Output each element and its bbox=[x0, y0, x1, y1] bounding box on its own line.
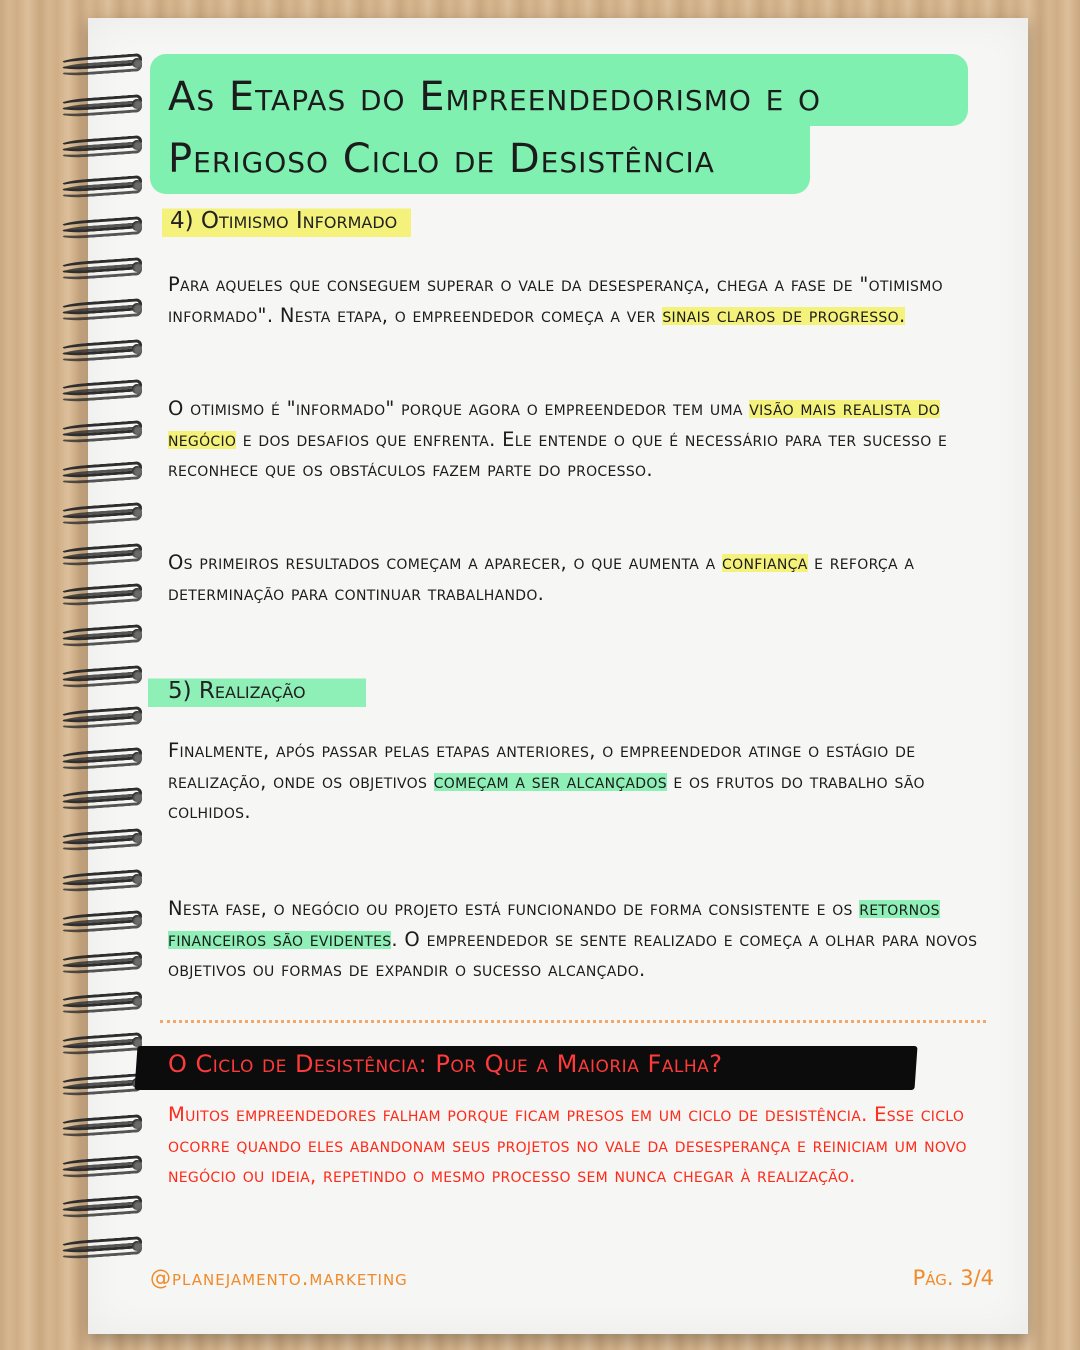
spiral-ring bbox=[52, 831, 144, 845]
highlight: retornos financeiros são evidentes bbox=[168, 897, 940, 951]
spiral-ring bbox=[52, 138, 144, 152]
spiral-ring bbox=[52, 382, 144, 396]
alert-heading: O Ciclo de Desistência: Por Que a Maioria Falha? bbox=[168, 1050, 723, 1078]
spiral-ring bbox=[52, 342, 144, 356]
spiral-ring bbox=[52, 750, 144, 764]
spiral-ring bbox=[52, 994, 144, 1008]
spiral-ring bbox=[52, 219, 144, 233]
spiral-ring bbox=[52, 954, 144, 968]
spiral-ring bbox=[52, 546, 144, 560]
spiral-ring bbox=[52, 1076, 144, 1090]
section-heading-otimismo: 4) Otimismo Informado bbox=[162, 204, 411, 240]
title-banner bbox=[150, 54, 968, 194]
highlight: confiança bbox=[722, 551, 808, 574]
dotted-divider bbox=[160, 1020, 986, 1029]
spiral-ring bbox=[52, 627, 144, 641]
spiral-ring bbox=[52, 668, 144, 682]
spiral-ring bbox=[52, 423, 144, 437]
spiral-ring bbox=[52, 913, 144, 927]
paragraph: Nesta fase, o negócio ou projeto está funcionando de forma consistente e os retornos financeiros são evidentes. O empreendedor se sente realizado e começa a olhar para novos objetivos ou formas de expandir o sucesso alcançado. bbox=[168, 897, 978, 981]
spiral-ring bbox=[52, 505, 144, 519]
page-number: Pág. 3/4 bbox=[912, 1266, 994, 1290]
spiral-ring bbox=[52, 709, 144, 723]
spiral-ring bbox=[52, 56, 144, 70]
spiral-ring bbox=[52, 97, 144, 111]
spiral-binding-icon bbox=[52, 56, 148, 1296]
spiral-ring bbox=[52, 1198, 144, 1212]
spiral-ring bbox=[52, 872, 144, 886]
spiral-ring bbox=[52, 1117, 144, 1131]
footer-handle[interactable]: @planejamento.marketing bbox=[150, 1266, 408, 1290]
spiral-ring bbox=[52, 464, 144, 478]
highlight: sinais claros de progresso. bbox=[662, 303, 906, 327]
section-heading-realizacao: 5) Realização bbox=[148, 674, 366, 710]
paragraph: Para aqueles que conseguem superar o vale da desesperança, chega a fase de "otimismo informado". Nesta etapa, o empreendedor começa a ver sinais claros de progresso. bbox=[168, 273, 943, 327]
spiral-ring bbox=[52, 1239, 144, 1253]
spiral-ring bbox=[52, 790, 144, 804]
highlight: visão mais realista do negócio bbox=[168, 397, 941, 451]
spiral-ring bbox=[52, 260, 144, 274]
paragraph: Os primeiros resultados começam a aparecer, o que aumenta a confiança e reforça a determinação para continuar trabalhando. bbox=[168, 551, 915, 605]
spiral-ring bbox=[52, 178, 144, 192]
spiral-ring bbox=[52, 1035, 144, 1049]
spiral-ring bbox=[52, 1158, 144, 1172]
page-title: As Etapas do Empreendedorismo e o Perigoso Ciclo de Desistência bbox=[168, 74, 822, 182]
paragraph: O otimismo é "informado" porque agora o empreendedor tem uma visão mais realista do negócio e dos desafios que enfrenta. Ele entende o que é necessário para ter sucesso e reconhece que os obstáculos fazem parte do processo. bbox=[168, 397, 948, 481]
spiral-ring bbox=[52, 586, 144, 600]
paragraph: Finalmente, após passar pelas etapas anteriores, o empreendedor atinge o estágio de realização, onde os objetivos começam a ser alcançados e os frutos do trabalho são colhidos. bbox=[168, 739, 925, 823]
alert-paragraph: Muitos empreendedores falham porque ficam presos em um ciclo de desistência. Esse ciclo ocorre quando eles abandonam seus projetos no vale da desesperança e reiniciam um novo negócio ou ideia, repetindo o mesmo processo sem nunca chegar à realização. bbox=[168, 1103, 967, 1187]
spiral-ring bbox=[52, 301, 144, 315]
highlight: começam a ser alcançados bbox=[433, 769, 667, 793]
